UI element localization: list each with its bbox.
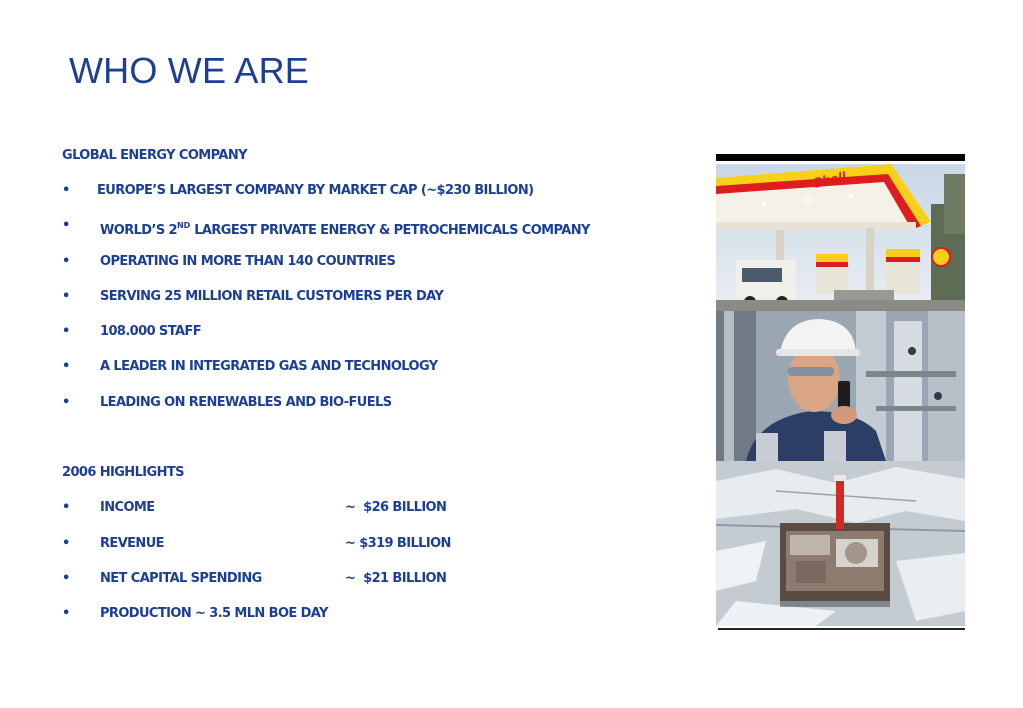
platform-illustration bbox=[716, 461, 965, 626]
photo-column bbox=[716, 154, 965, 630]
list-item-text: OPERATING IN MORE THAN 140 COUNTRIES bbox=[100, 254, 396, 269]
bullet: • bbox=[62, 606, 70, 621]
bullet: • bbox=[62, 324, 70, 339]
list-item-text: SERVING 25 MILLION RETAIL CUSTOMERS PER DAY bbox=[100, 289, 444, 304]
bullet: • bbox=[62, 359, 70, 374]
section-heading-global-energy: GLOBAL ENERGY COMPANY bbox=[62, 148, 247, 163]
highlight-label: PRODUCTION ~ 3.5 MLN BOE DAY bbox=[100, 606, 328, 621]
offshore-platform-in-ice-photo bbox=[716, 461, 965, 626]
bullet: • bbox=[62, 500, 70, 515]
shell-sign-text: Shell bbox=[811, 168, 848, 191]
highlight-label: NET CAPITAL SPENDING bbox=[100, 571, 262, 586]
shell-station-photo bbox=[716, 164, 965, 311]
bullet: • bbox=[62, 571, 70, 586]
bullet: • bbox=[62, 254, 70, 269]
list-item-text bbox=[100, 218, 590, 239]
highlight-value: ~ $21 BILLION bbox=[345, 571, 447, 586]
list-item-text: 108.000 STAFF bbox=[100, 324, 201, 339]
bullet: • bbox=[62, 218, 70, 233]
section-heading-highlights: 2006 HIGHLIGHTS bbox=[62, 465, 184, 480]
list-item-text: LEADING ON RENEWABLES AND BIO-FUELS bbox=[100, 395, 392, 410]
highlight-value: ~ $26 BILLION bbox=[345, 500, 447, 515]
bullet: • bbox=[62, 183, 70, 198]
highlight-label: REVENUE bbox=[100, 536, 164, 551]
page-title: WHO WE ARE bbox=[69, 50, 310, 91]
list-item-text-part: WORLD’S 2 bbox=[100, 223, 177, 238]
top-rule bbox=[716, 154, 965, 161]
bullet: • bbox=[62, 395, 70, 410]
list-item-text-part: LARGEST PRIVATE ENERGY & PETROCHEMICALS COMPANY bbox=[190, 223, 590, 238]
highlight-label: INCOME bbox=[100, 500, 155, 515]
bullet: • bbox=[62, 536, 70, 551]
highlight-value: ~ $319 BILLION bbox=[345, 536, 451, 551]
worker-illustration bbox=[716, 311, 965, 461]
worker-with-radio-photo bbox=[716, 311, 965, 461]
bottom-rule bbox=[718, 628, 965, 630]
shell-station-illustration bbox=[716, 164, 965, 311]
bullet: • bbox=[62, 289, 70, 304]
ordinal-superscript: ND bbox=[176, 221, 191, 230]
list-item-text: A LEADER IN INTEGRATED GAS AND TECHNOLOGY bbox=[100, 359, 438, 374]
list-item-text: EUROPE’S LARGEST COMPANY BY MARKET CAP (~$230 BILLION) bbox=[97, 183, 534, 198]
